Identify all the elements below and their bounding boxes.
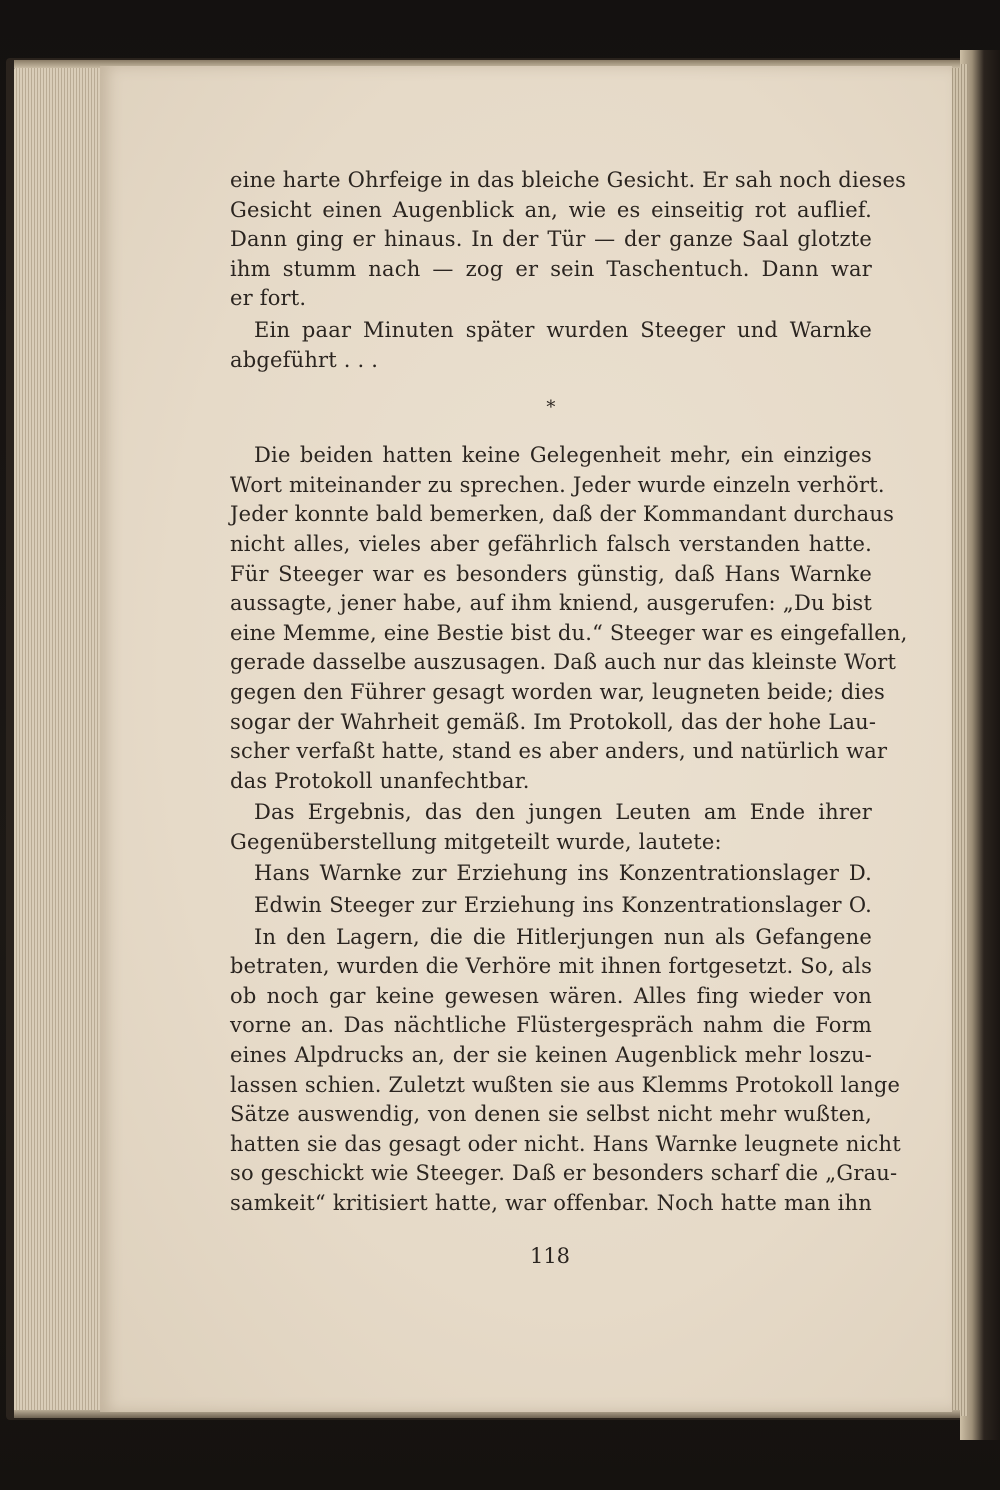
page-body-text: [230, 166, 908, 1219]
text-line: aussagte, jener habe, auf ihm kniend, ausgerufen: „Du bist: [230, 591, 872, 616]
text-line: Gegenüberstellung mitgeteilt wurde, lautete:: [230, 829, 722, 854]
paragraph: [230, 923, 901, 1219]
text-line: Die beiden hatten keine Gelegenheit mehr, ein einziges: [254, 443, 872, 468]
text-line: lassen schien. Zuletzt wußten sie aus Klemms Protokoll lange: [230, 1072, 901, 1097]
text-line: eine harte Ohrfeige in das bleiche Gesicht. Er sah noch dieses: [230, 168, 907, 192]
text-line: Sätze auswendig, von denen sie selbst nicht mehr wußten,: [230, 1102, 872, 1127]
paragraph: [230, 166, 907, 314]
text-line: Für Steeger war es besonders günstig, daß Hans Warnke: [230, 561, 872, 586]
text-line: ob noch gar keine gewesen wären. Alles fing wieder von: [230, 983, 872, 1008]
paragraph: [230, 891, 872, 921]
text-line: Ein paar Minuten später wurden Steeger und Warnke: [254, 317, 872, 342]
text-line: Hans Warnke zur Erziehung ins Konzentrationslager D.: [254, 861, 872, 886]
text-line: scher verfaßt hatte, stand es aber anders, und natürlich war: [230, 739, 888, 764]
paragraph: [230, 798, 872, 857]
text-line: nicht alles, vieles aber gefährlich falsch verstanden hatte.: [230, 531, 872, 556]
paragraph: [230, 441, 908, 796]
text-line: gerade dasselbe auszusagen. Daß auch nur das kleinste Wort: [230, 650, 897, 675]
text-line: eines Alpdrucks an, der sie keinen Augenblick mehr loszu-: [230, 1043, 872, 1068]
text-line: Wort miteinander zu sprechen. Jeder wurde einzeln verhört.: [230, 472, 885, 497]
text-line: Jeder konnte bald bemerken, daß der Kommandant durchaus: [230, 502, 895, 527]
text-line: vorne an. Das nächtliche Flüstergespräch nahm die Form: [230, 1013, 872, 1038]
text-line: Das Ergebnis, das den jungen Leuten am Ende ihrer: [254, 800, 872, 825]
paragraph: [230, 859, 872, 889]
text-line: sogar der Wahrheit gemäß. Im Protokoll, das der hohe Lau-: [230, 709, 877, 734]
text-line: Edwin Steeger zur Erziehung ins Konzentrationslager O.: [254, 893, 872, 918]
page-stack-left: [14, 64, 106, 1416]
paragraph: [230, 316, 872, 375]
text-line: ihm stumm nach — zog er sein Taschentuch. Dann war: [230, 256, 872, 281]
text-line: so geschickt wie Steeger. Daß er besonders scharf die „Grau-: [230, 1161, 898, 1186]
text-line: abgeführt . . .: [230, 347, 379, 372]
text-line: Gesicht einen Augenblick an, wie es einseitig rot auflief.: [230, 197, 872, 222]
text-line: Dann ging er hinaus. In der Tür — der ganze Saal glotzte: [230, 227, 872, 252]
text-line: gegen den Führer gesagt worden war, leugneten beide; dies: [230, 679, 885, 704]
text-line: eine Memme, eine Bestie bist du.“ Steeger war es eingefallen,: [230, 620, 908, 645]
text-line: samkeit“ kritisiert hatte, war offenbar. Noch hatte man ihn: [230, 1191, 872, 1215]
text-line: betraten, wurden die Verhöre mit ihnen fortgesetzt. So, als: [230, 954, 873, 979]
text-line: In den Lagern, die die Hitlerjungen nun als Gefangene: [254, 924, 872, 949]
page-number: 118: [529, 1244, 571, 1268]
text-line: das Protokoll unanfechtbar.: [230, 768, 530, 793]
text-line: hatten sie das gesagt oder nicht. Hans Warnke leugnete nicht: [230, 1131, 901, 1156]
text-line: er fort.: [230, 286, 307, 311]
section-separator: *: [546, 397, 556, 419]
